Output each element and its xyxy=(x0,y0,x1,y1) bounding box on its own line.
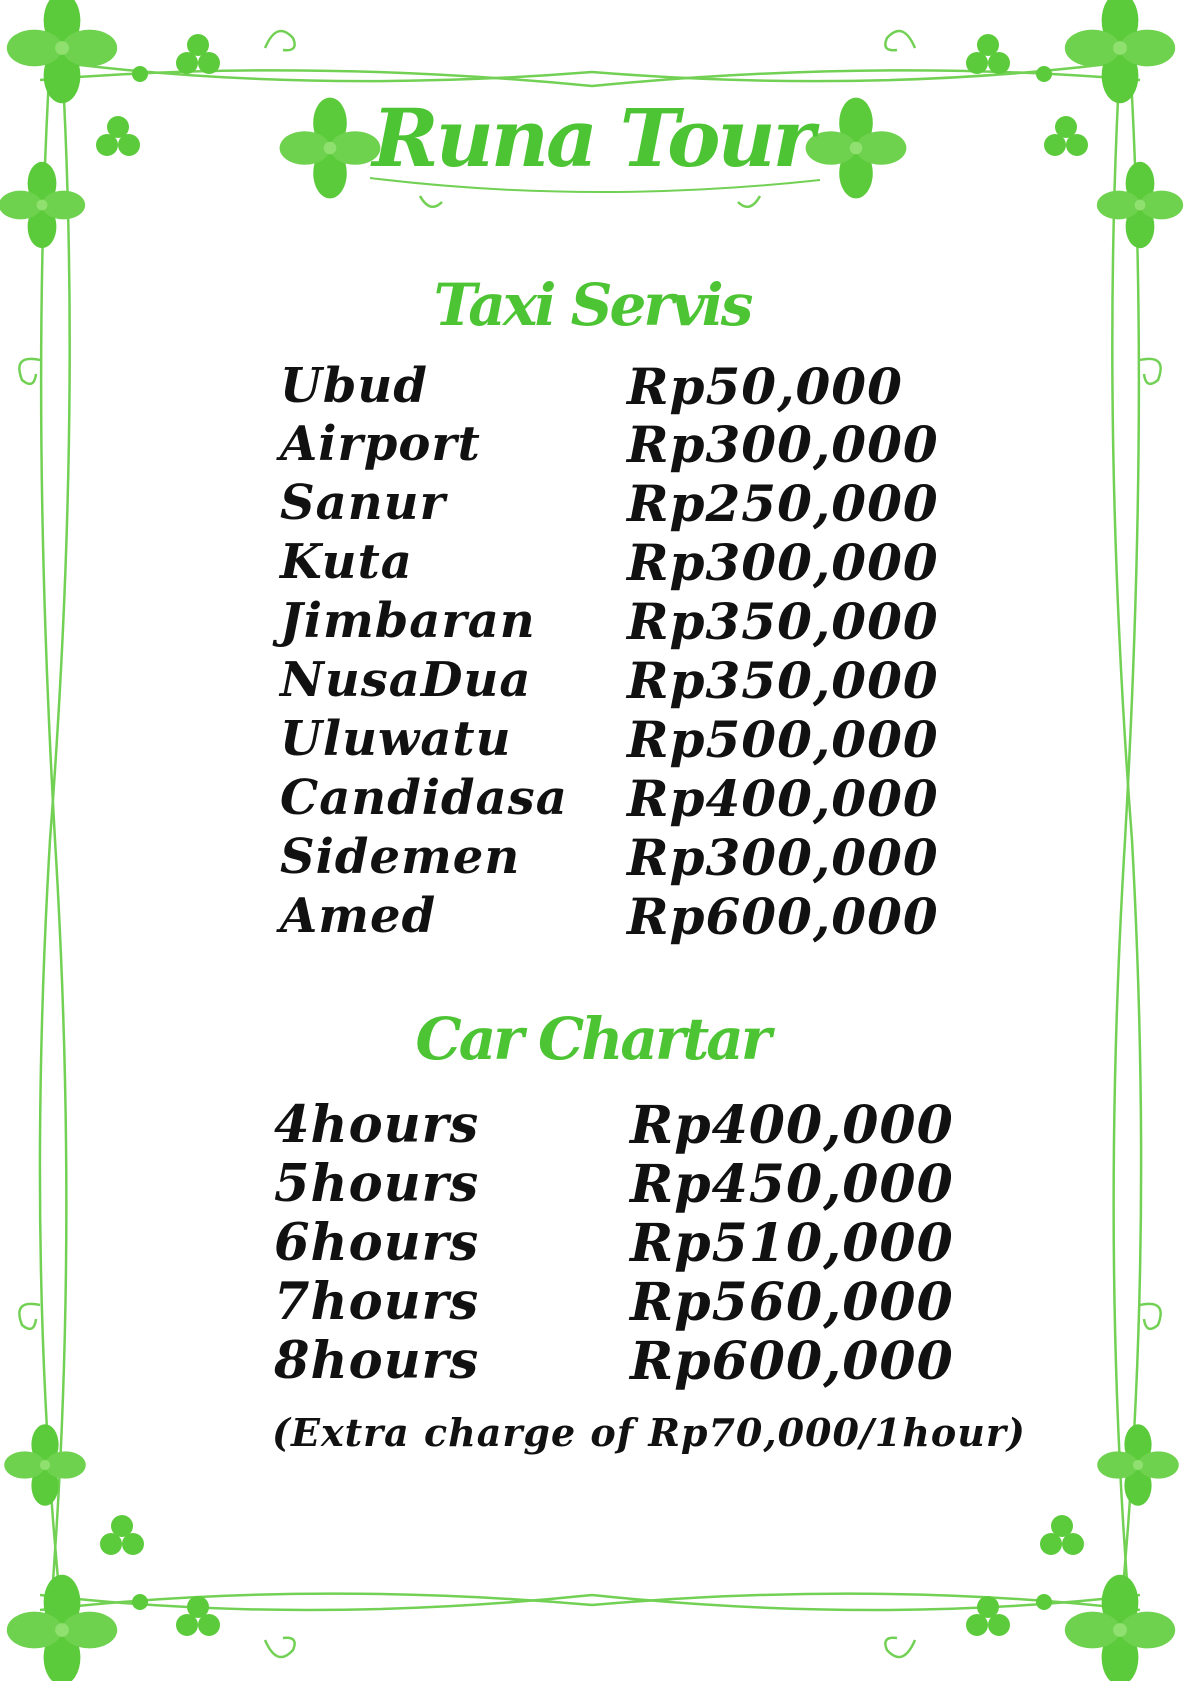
fare-price: Rp500,000 xyxy=(627,710,939,769)
destination-name: Ubud xyxy=(280,358,428,414)
charter-duration: 6hours xyxy=(274,1213,480,1273)
destination-name: NusaDua xyxy=(280,652,532,708)
destination-name: Jimbaran xyxy=(280,593,536,649)
charter-duration: 5hours xyxy=(274,1154,480,1214)
destination-name: Candidasa xyxy=(280,770,568,826)
charter-price: Rp560,000 xyxy=(630,1272,954,1333)
fare-price: Rp300,000 xyxy=(627,533,939,592)
charter-price: Rp450,000 xyxy=(630,1154,954,1215)
taxi-section-heading: Taxi Servis xyxy=(433,271,751,339)
charter-price: Rp510,000 xyxy=(630,1213,954,1274)
brand-title: Runa Tour xyxy=(372,91,812,185)
fare-price: Rp600,000 xyxy=(627,887,939,946)
fare-price: Rp300,000 xyxy=(627,415,939,474)
fare-price: Rp350,000 xyxy=(627,651,939,710)
destination-name: Uluwatu xyxy=(280,711,512,767)
fare-price: Rp300,000 xyxy=(627,828,939,887)
charter-duration: 4hours xyxy=(274,1095,480,1155)
fare-price: Rp400,000 xyxy=(627,769,939,828)
charter-price: Rp600,000 xyxy=(630,1331,954,1392)
fare-price: Rp350,000 xyxy=(627,592,939,651)
destination-name: Airport xyxy=(280,416,481,472)
destination-name: Sidemen xyxy=(280,829,521,885)
destination-name: Sanur xyxy=(280,475,446,531)
charter-duration: 7hours xyxy=(274,1272,480,1332)
extra-charge-note: (Extra charge of Rp70,000/1hour) xyxy=(272,1410,1026,1455)
fare-price: Rp250,000 xyxy=(627,474,939,533)
car-charter-section-heading: Car Chartar xyxy=(415,1005,769,1073)
fare-price: Rp50,000 xyxy=(627,357,903,416)
destination-name: Kuta xyxy=(280,534,413,590)
destination-name: Amed xyxy=(280,888,437,944)
charter-price: Rp400,000 xyxy=(630,1095,954,1156)
charter-duration: 8hours xyxy=(274,1331,480,1391)
